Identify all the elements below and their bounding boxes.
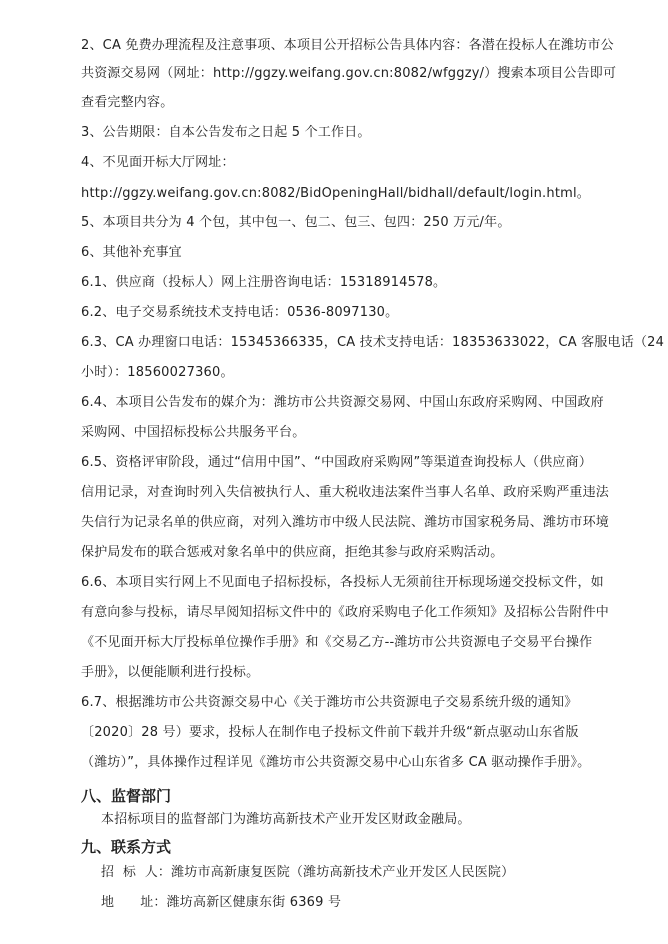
text-line: 查看完整内容。 <box>81 95 174 110</box>
text-line: 3、公告期限：自本公告发布之日起 5 个工作日。 <box>81 125 371 140</box>
supervision-text: 本招标项目的监督部门为潍坊高新技术产业开发区财政金融局。 <box>101 812 471 827</box>
text-line: 6.4、本项目公告发布的媒介为：潍坊市公共资源交易网、中国山东政府采购网、中国政府 <box>81 395 604 410</box>
text-line: 2、CA 免费办理流程及注意事项、本项目公开招标公告具体内容：各潜在投标人在潍坊市公 <box>81 38 614 53</box>
text-line: 6.6、本项目实行网上不见面电子招标投标，各投标人无须前往开标现场递交投标文件，如 <box>81 575 604 590</box>
text-line: 《不见面开标大厅投标单位操作手册》和《交易乙方--潍坊市公共资源电子交易平台操作 <box>81 635 593 650</box>
text-line: 失信行为记录名单的供应商，对列入潍坊市中级人民法院、潍坊市国家税务局、潍坊市环境 <box>81 515 610 530</box>
text-line: 6.7、根据潍坊市公共资源交易中心《关于潍坊市公共资源电子交易系统升级的通知》 <box>81 695 578 710</box>
contact-tenderer: 招 标 人：潍坊市高新康复医院（潍坊高新技术产业开发区人民医院） <box>101 865 515 880</box>
text-line: 采购网、中国招标投标公共服务平台。 <box>81 425 306 440</box>
text-line: 小时）：18560027360。 <box>81 365 234 380</box>
text-line: 有意向参与投标，请尽早阅知招标文件中的《政府采购电子化工作须知》及招标公告附件中 <box>81 605 610 620</box>
section-heading-contact: 九、联系方式 <box>81 838 172 856</box>
text-line: 5、本项目共分为 4 个包，其中包一、包二、包三、包四：250 万元/年。 <box>81 215 511 230</box>
text-line: 4、不见面开标大厅网址： <box>81 155 235 170</box>
section-heading-supervision: 八、监督部门 <box>81 787 172 805</box>
text-line: 6.1、供应商（投标人）网上注册咨询电话：15318914578。 <box>81 275 447 290</box>
text-line: 手册》，以便能顺利进行投标。 <box>81 665 260 680</box>
text-line: （潍坊）”，具体操作过程详见《潍坊市公共资源交易中心山东省多 CA 驱动操作手册》。 <box>81 755 591 770</box>
text-line: 〔2020〕28 号）要求，投标人在制作电子投标文件前下载并升级“新点驱动山东省版 <box>81 725 579 740</box>
text-line: 共资源交易网（网址：http://ggzy.weifang.gov.cn:8082/wfggzy/）搜索本项目公告即可 <box>81 66 617 81</box>
text-line: 6、其他补充事宜 <box>81 245 182 260</box>
text-line: 6.2、电子交易系统技术支持电话：0536-8097130。 <box>81 305 399 320</box>
text-line: 6.3、CA 办理窗口电话：15345366335，CA 技术支持电话：18353633022，CA 客服电话（24 <box>81 335 665 350</box>
text-line: 保护局发布的联合惩戒对象名单中的供应商，拒绝其参与政府采购活动。 <box>81 545 504 560</box>
url-line: http://ggzy.weifang.gov.cn:8082/BidOpeningHall/bidhall/default/login.html。 <box>81 186 590 201</box>
text-line: 6.5、资格评审阶段，通过“信用中国”、“中国政府采购网”等渠道查询投标人（供应商） <box>81 455 593 470</box>
contact-address: 地 址：潍坊高新区健康东街 6369 号 <box>101 895 342 910</box>
text-line: 信用记录，对查询时列入失信被执行人、重大税收违法案件当事人名单、政府采购严重违法 <box>81 485 610 500</box>
